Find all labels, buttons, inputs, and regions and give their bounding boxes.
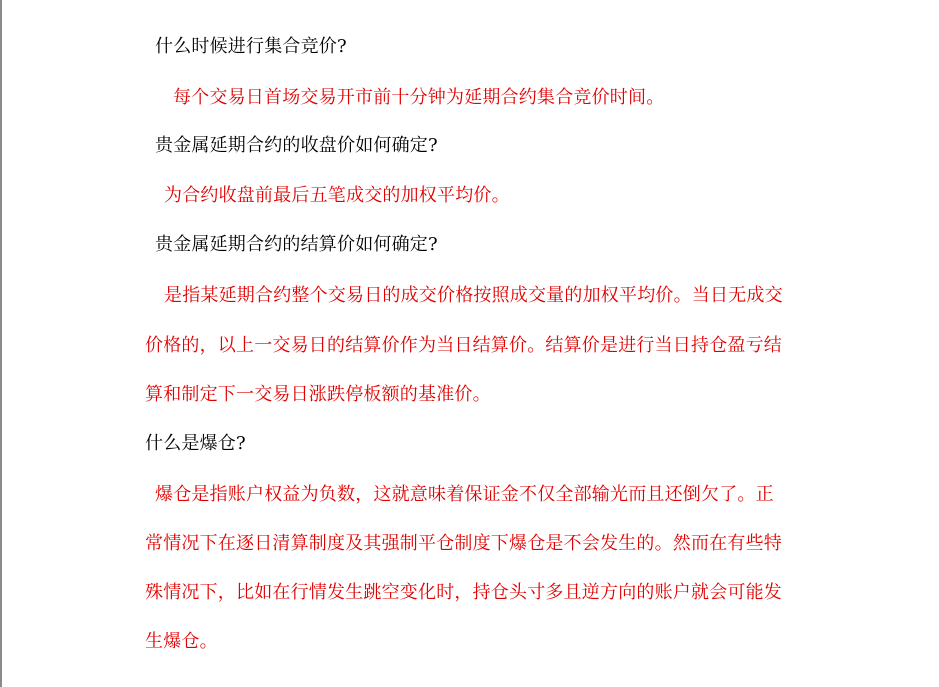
answer-1-line-1: 每个交易日首场交易开市前十分钟为延期合约集合竞价时间。 [173, 87, 665, 108]
answer-3-line-2: 价格的，以上一交易日的结算价作为当日结算价。结算价是进行当日持仓盈亏结 [145, 335, 782, 356]
answer-4-line-1: 爆仓是指账户权益为负数，这就意味着保证金不仅全部输光而且还倒欠了。正 [155, 484, 774, 505]
answer-3-line-3: 算和制定下一交易日涨跌停板额的基准价。 [145, 384, 491, 405]
answer-4-line-2: 常情况下在逐日清算制度及其强制平仓制度下爆仓是不会发生的。然而在有些特 [145, 533, 782, 554]
answer-4-line-4: 生爆仓。 [145, 631, 218, 652]
question-4: 什么是爆仓? [145, 433, 246, 454]
question-3: 贵金属延期合约的结算价如何确定? [155, 234, 438, 255]
answer-4-line-3: 殊情况下，比如在行情发生跳空变化时，持仓头寸多且逆方向的账户就会可能发 [145, 582, 782, 603]
question-2: 贵金属延期合约的收盘价如何确定? [155, 135, 438, 156]
answer-2-line-1: 为合约收盘前最后五笔成交的加权平均价。 [164, 185, 510, 206]
answer-3-line-1: 是指某延期合约整个交易日的成交价格按照成交量的加权平均价。当日无成交 [164, 285, 783, 306]
question-1: 什么时候进行集合竞价? [155, 36, 347, 57]
